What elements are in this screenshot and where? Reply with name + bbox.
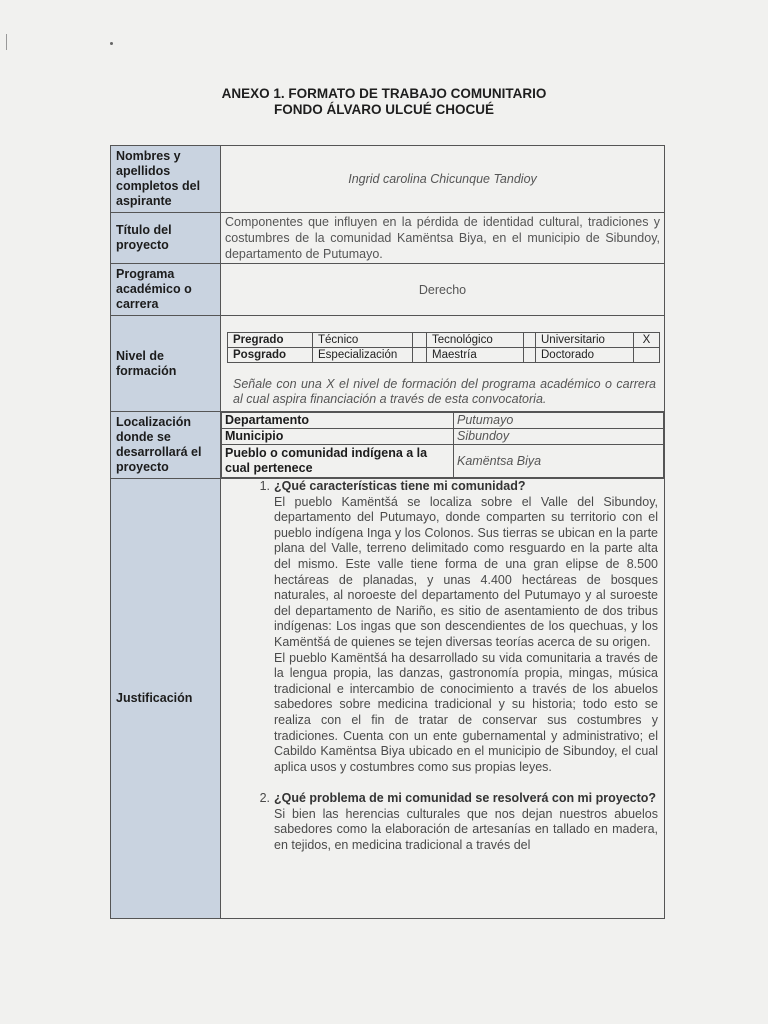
- row-nombres: [111, 146, 665, 213]
- justificacion-cell: [221, 479, 665, 919]
- nivel-option-tecnologico: Tecnológico: [427, 333, 524, 348]
- question-2-number: 2.: [259, 791, 270, 806]
- question-1-paragraph-2: El pueblo Kamëntšá ha desarrollado su vida comunitaria a través de la lengua propia, las danzas, gastronomía propia, mingas, música tradicional e intercambio de conocimiento a través de los abuelos sabedores sobre medicina tradicional y su historia; todo esto se realiza con el fin de tratar de conservar sus costumbres y tradiciones. Cuenta con un ente gubernamental y administrativo; el Cabildo Kamëntsa Biya ubicado en el municipio de Sibundoy, el cual aplica usos y costumbres como sus propias leyes.: [274, 650, 658, 774]
- scan-mark: [6, 34, 7, 50]
- pueblo-value: Kamëntsa Biya: [454, 445, 664, 478]
- nivel-row-pregrado: [228, 333, 660, 348]
- row-titulo: [111, 213, 665, 264]
- municipio-key: Municipio: [222, 429, 454, 445]
- question-1: [221, 479, 658, 495]
- nivel-mark-tecnologico: [524, 333, 536, 348]
- question-2-paragraph-1: Si bien las herencias culturales que nos dejan nuestros abuelos sabedores como la elaboración de artesanías en tallado en madera, en tejidos, en medicina tradicional a través del: [274, 806, 658, 853]
- nombres-value: Ingrid carolina Chicunque Tandioy: [221, 146, 665, 213]
- municipio-row: [222, 429, 664, 445]
- row-localizacion: [111, 412, 665, 479]
- nivel-mark-universitario: X: [634, 333, 660, 348]
- scan-dot: [110, 42, 113, 45]
- nivel-mark-doctorado: [634, 348, 660, 363]
- programa-label: Programa académico o carrera: [111, 264, 221, 316]
- titulo-value: Componentes que influyen en la pérdida de identidad cultural, tradiciones y costumbres de la comunidad Kamëntsa Biya, en el municipio de Sibundoy, departamento de Putumayo.: [221, 213, 665, 264]
- nivel-option-tecnico: Técnico: [313, 333, 413, 348]
- nivel-option-maestria: Maestría: [427, 348, 524, 363]
- question-2: [221, 791, 658, 807]
- departamento-value: Putumayo: [454, 413, 664, 429]
- nivel-note: Señale con una X el nivel de formación del programa académico o carrera al cual aspira financiación a través de esta convocatoria.: [233, 377, 656, 407]
- row-programa: [111, 264, 665, 316]
- pueblo-key: Pueblo o comunidad indígena a la cual pertenece: [222, 445, 454, 478]
- nivel-cell-posgrado: Posgrado: [228, 348, 313, 363]
- nivel-mark-tecnico: [413, 333, 427, 348]
- titulo-label: Título del proyecto: [111, 213, 221, 264]
- pueblo-row: [222, 445, 664, 478]
- row-nivel: [111, 316, 665, 412]
- question-1-paragraph-1: El pueblo Kamëntšá se localiza sobre el Valle del Sibundoy, departamento del Putumayo, donde comparten su territorio con el pueblo indígena Inga y los Colonos. Sus tierras se ubican en la parte plana del Valle, terreno delimitado como resguardo en la parte alta del mismo. Este valle tiene forma de una gran elipse de 8.500 hectáreas de planadas, y unas 4.400 hectáreas de bosques naturales, al noroeste del departamento del Putumayo y al suroeste del departamento de Nariño, es sitio de asentamiento de dos tribus indígenas: Los ingas que son descendientes de los quechuas, y los Kamëntšá de quienes se tejen diversas teorías acerca de su origen.: [274, 494, 658, 649]
- application-form: [110, 145, 665, 919]
- question-1-title: ¿Qué características tiene mi comunidad?: [274, 479, 526, 493]
- nivel-cell-pregrado: Pregrado: [228, 333, 313, 348]
- nivel-option-universitario: Universitario: [536, 333, 634, 348]
- departamento-key: Departamento: [222, 413, 454, 429]
- municipio-value: Sibundoy: [454, 429, 664, 445]
- nombres-label: Nombres y apellidos completos del aspirante: [111, 146, 221, 213]
- nivel-mark-maestria: [524, 348, 536, 363]
- heading-line-2: FONDO ÁLVARO ULCUÉ CHOCUÉ: [274, 102, 494, 117]
- programa-value: Derecho: [221, 264, 665, 316]
- nivel-cell: [221, 316, 665, 412]
- nivel-option-especializacion: Especialización: [313, 348, 413, 363]
- localizacion-table: [221, 412, 664, 478]
- nivel-mark-especializacion: [413, 348, 427, 363]
- question-2-title: ¿Qué problema de mi comunidad se resolverá con mi proyecto?: [274, 791, 657, 806]
- heading-line-1: ANEXO 1. FORMATO DE TRABAJO COMUNITARIO: [221, 86, 547, 101]
- localizacion-cell: [221, 412, 665, 479]
- nivel-table: [227, 332, 660, 363]
- nivel-row-posgrado: [228, 348, 660, 363]
- localizacion-label: Localización donde se desarrollará el proyecto: [111, 412, 221, 479]
- departamento-row: [222, 413, 664, 429]
- row-justificacion: [111, 479, 665, 919]
- question-1-number: 1.: [259, 479, 270, 493]
- nivel-label: Nivel de formación: [111, 316, 221, 412]
- nivel-option-doctorado: Doctorado: [536, 348, 634, 363]
- document-heading: [0, 86, 768, 118]
- justificacion-label: Justificación: [111, 479, 221, 919]
